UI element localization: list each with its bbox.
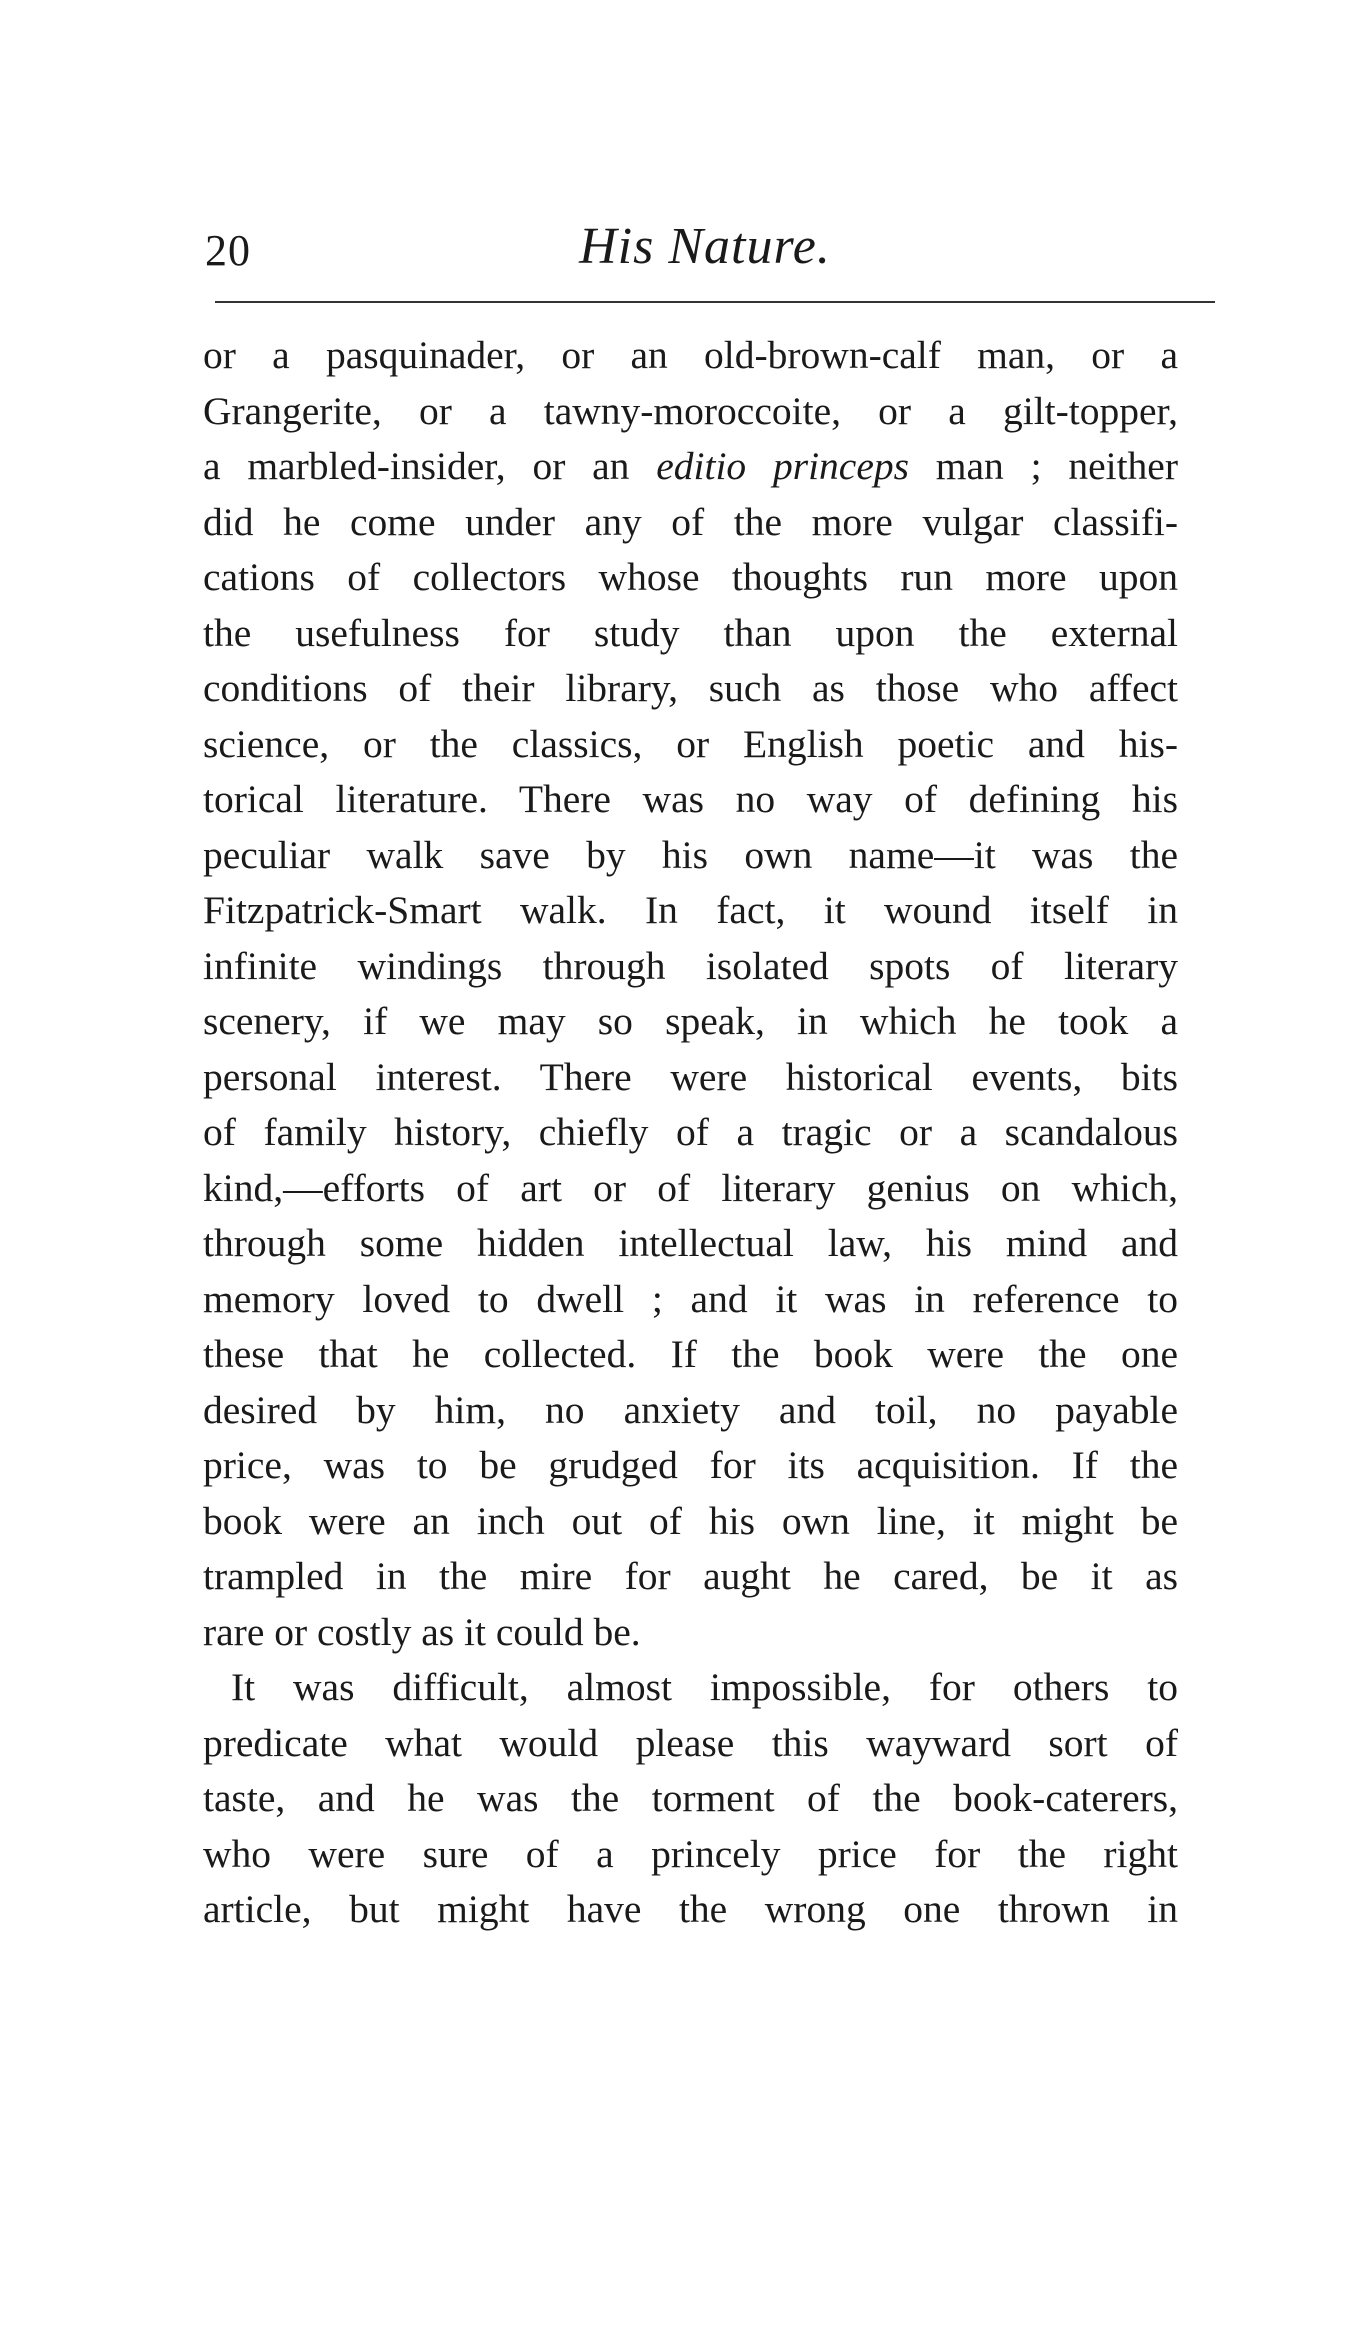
text-line: or a pasquinader, or an old-brown-calf man, or a — [203, 333, 1178, 377]
text-line: desired by him, no anxiety and toil, no payable — [203, 1387, 1178, 1432]
text-line: infinite windings through isolated spots of literary — [203, 943, 1178, 988]
header-rule — [215, 301, 1215, 303]
text-line: of family history, chiefly of a tragic or a scandalous — [203, 1110, 1178, 1154]
text-line: torical literature. There was no way of defining his — [203, 777, 1178, 821]
text-line: these that he collected. If the book were the one — [203, 1332, 1178, 1376]
paragraph-1 — [203, 328, 1178, 1660]
text-line: Grangerite, or a tawny-moroccoite, or a gilt-topper, — [203, 388, 1178, 433]
text-line: price, was to be grudged for its acquisition. If the — [203, 1443, 1178, 1487]
text-line: scenery, if we may so speak, in which he took a — [203, 999, 1178, 1043]
text-line: conditions of their library, such as those who affect — [203, 666, 1178, 710]
text-line: who were sure of a princely price for the right — [203, 1831, 1178, 1876]
text-line: rare or costly as it could be. — [203, 1609, 641, 1654]
text-line: did he come under any of the more vulgar classifi- — [203, 499, 1178, 544]
text-line: article, but might have the wrong one thrown in — [203, 1887, 1178, 1931]
text-line: peculiar walk save by his own name—it was the — [203, 832, 1178, 877]
text-segment: man ; neither — [909, 444, 1178, 488]
text-line: book were an inch out of his own line, it might be — [203, 1498, 1178, 1543]
text-line: personal interest. There were historical events, bits — [203, 1054, 1178, 1099]
text-line: the usefulness for study than upon the external — [203, 610, 1178, 655]
text-line: taste, and he was the torment of the book-caterers, — [203, 1776, 1178, 1820]
text-line: cations of collectors whose thoughts run more upon — [203, 555, 1178, 599]
page-number: 20 — [205, 226, 251, 275]
text-line: through some hidden intellectual law, his mind and — [203, 1221, 1178, 1265]
running-head — [205, 205, 1205, 285]
text-line: kind,—efforts of art or of literary genius on which, — [203, 1165, 1178, 1210]
text-line — [203, 439, 1178, 495]
text-line: trampled in the mire for aught he cared, be it as — [203, 1554, 1178, 1598]
text-line: Fitzpatrick-Smart walk. In fact, it wound itself in — [203, 888, 1178, 932]
text-line: It was difficult, almost impossible, for others to — [231, 1665, 1178, 1709]
text-line: science, or the classics, or English poetic and his- — [203, 721, 1178, 766]
running-title: His Nature. — [579, 218, 831, 275]
italic-phrase: editio princeps — [656, 444, 909, 488]
body-text — [203, 328, 1178, 1938]
text-line: predicate what would please this wayward sort of — [203, 1720, 1178, 1765]
text-line: memory loved to dwell ; and it was in reference to — [203, 1276, 1178, 1321]
text-segment: a marbled-insider, or an — [203, 444, 657, 488]
paragraph-2 — [203, 1660, 1178, 1938]
